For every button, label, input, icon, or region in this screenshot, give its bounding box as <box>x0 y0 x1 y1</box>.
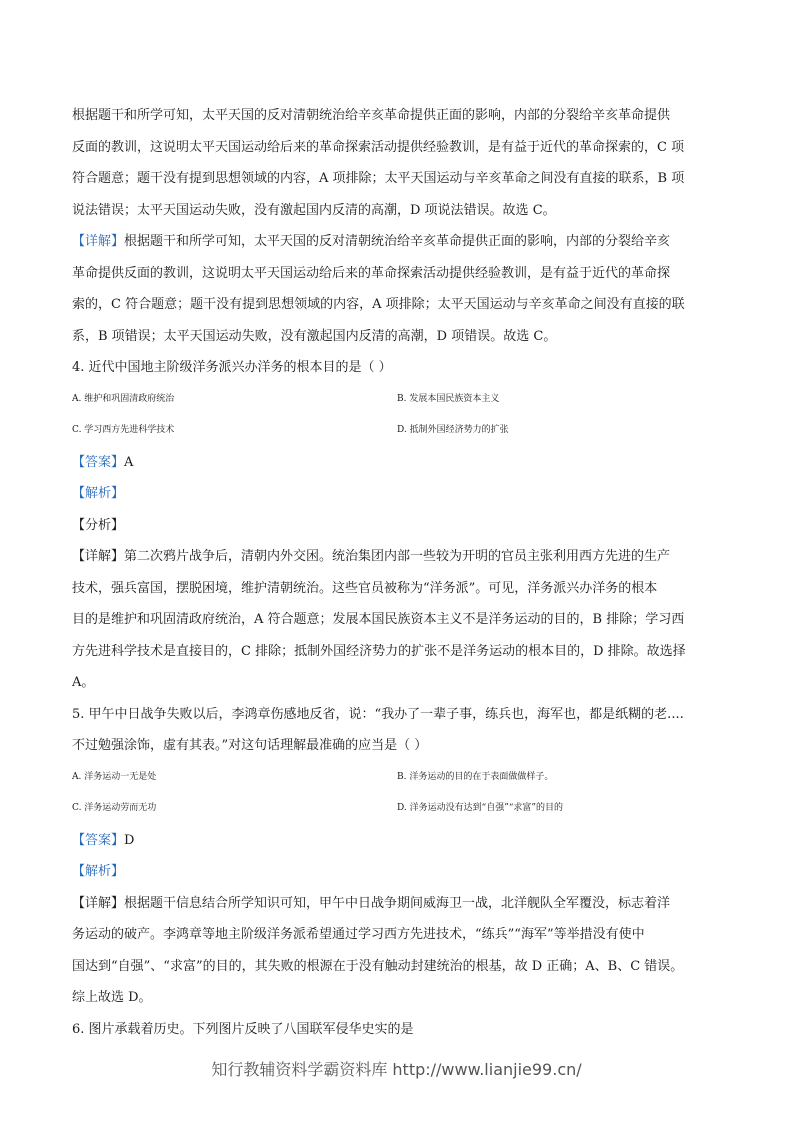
detail-text: 根据题干信息结合所学知识可知，甲午中日战争期间威海卫一战，北洋舰队全军覆没，标志着洋 <box>124 895 671 911</box>
text-line: 符合题意；题干没有提到思想领域的内容，A 项排除；太平天国运动与辛亥革命之间没有直接的联系，B 项 <box>72 171 685 186</box>
text-line: 综上故选 D。 <box>72 990 152 1005</box>
text-line: 革命提供反面的教训，这说明太平天国运动给后来的革命探索活动提供经验教训，是有益于近代的革命探 <box>72 265 671 281</box>
text-line: 根据题干和所学可知，太平天国的反对清朝统治给辛亥革命提供正面的影响，内部的分裂给辛亥革命提供 <box>72 108 671 123</box>
option-a: A. 洋务运动一无是处 <box>72 771 157 782</box>
options-grid <box>72 762 722 825</box>
text-line: 国达到“自强”、“求富”的目的，其失败的根源在于没有触动封建统治的根基，故 D 正确；A、B、C 错误。 <box>72 958 684 974</box>
text-line: 务运动的破产。李鸿章等地主阶级洋务派希望通过学习西方先进技术，“练兵”“海军”等举措没有使中 <box>72 927 645 942</box>
text-line: 目的是维护和巩固清政府统治，A 符合题意；发展本国民族资本主义不是洋务运动的目的，B 排除；学习西 <box>72 612 685 627</box>
answer-line <box>72 825 722 857</box>
text-line: 说法错误；太平天国运动失败，没有激起国内反清的高潮，D 项说法错误。故选 C。 <box>72 202 556 218</box>
answer-value: A <box>124 454 134 470</box>
answer-tag: 【答案】 <box>72 454 125 470</box>
text-line <box>72 888 722 920</box>
detail-text: 第二次鸦片战争后，清朝内外交困。统治集团内部一些较为开明的官员主张利用西方先进的生产 <box>124 549 671 564</box>
answer-tag: 【答案】 <box>72 832 125 848</box>
question-stem: 4. 近代中国地主阶级洋务派兴办洋务的根本目的是（ ） <box>72 360 392 375</box>
analysis-tag: 【解析】 <box>72 486 125 501</box>
question-stem: 5. 甲午中日战争失败以后，李鸿章伤感地反省，说：“我办了一辈子事，练兵也，海军也，都是纸糊的老.... <box>72 706 684 722</box>
answer-value: D <box>124 832 135 848</box>
option-d: D. 洋务运动没有达到“自强”“求富”的目的 <box>397 803 564 813</box>
option-c: C. 洋务运动劳而无功 <box>72 803 157 813</box>
question-6 <box>72 1014 722 1046</box>
option-d: D. 抵制外国经济势力的扩张 <box>397 425 509 435</box>
document-body <box>72 100 722 1045</box>
question-stem: 不过勉强涂饰，虚有其表。”对这句话理解最准确的应当是（ ） <box>72 738 428 753</box>
text-line: A。 <box>72 675 95 690</box>
option-a: A. 维护和巩固清政府统治 <box>72 393 175 404</box>
text-line: 反面的教训，这说明太平天国运动给后来的革命探索活动提供经验教训，是有益于近代的革命探索的，C 项 <box>72 139 685 155</box>
detail-tag: 【详解】 <box>72 234 125 249</box>
footer-watermark: 知行教辅资料学霸资料库 http://www.lianjie99.cn/ <box>211 1060 582 1079</box>
answer-line <box>72 447 722 479</box>
detail-text: 根据题干和所学可知，太平天国的反对清朝统治给辛亥革命提供正面的影响，内部的分裂给辛亥 <box>124 234 671 249</box>
question-4 <box>72 352 722 699</box>
text-line <box>72 226 722 258</box>
q3-explanation-continued <box>72 100 722 226</box>
text-line: 技术，强兵富国，摆脱困境，维护清朝统治。这些官员被称为“洋务派”。可见，洋务派兴办洋务的根本 <box>72 580 658 596</box>
text-line: 索的，C 符合题意；题干没有提到思想领域的内容，A 项排除；太平天国运动与辛亥革命之间没有直接的联 <box>72 297 685 312</box>
options-grid <box>72 384 722 447</box>
detail-tag: 【详解】 <box>72 895 125 911</box>
text-line: 系，B 项错误；太平天国运动失败，没有激起国内反清的高潮，D 项错误。故选 C。 <box>72 328 557 344</box>
option-b: B. 洋务运动的目的在于表面做做样子。 <box>397 771 554 782</box>
fenxi-tag: 【分析】 <box>72 517 125 533</box>
q3-detail <box>72 226 722 352</box>
text-line: 方先进科学技术是直接目的，C 排除；抵制外国经济势力的扩张不是洋务运动的根本目的，D 排除。故选择 <box>72 643 686 659</box>
question-5 <box>72 699 722 1014</box>
option-c: C. 学习西方先进科学技术 <box>72 425 175 435</box>
question-stem: 6. 图片承载着历史。下列图片反映了八国联军侵华史实的是 <box>72 1021 414 1037</box>
detail-tag: 【详解】 <box>72 549 125 564</box>
option-b: B. 发展本国民族资本主义 <box>397 393 500 404</box>
text-line <box>72 541 722 573</box>
analysis-tag: 【解析】 <box>72 864 125 879</box>
